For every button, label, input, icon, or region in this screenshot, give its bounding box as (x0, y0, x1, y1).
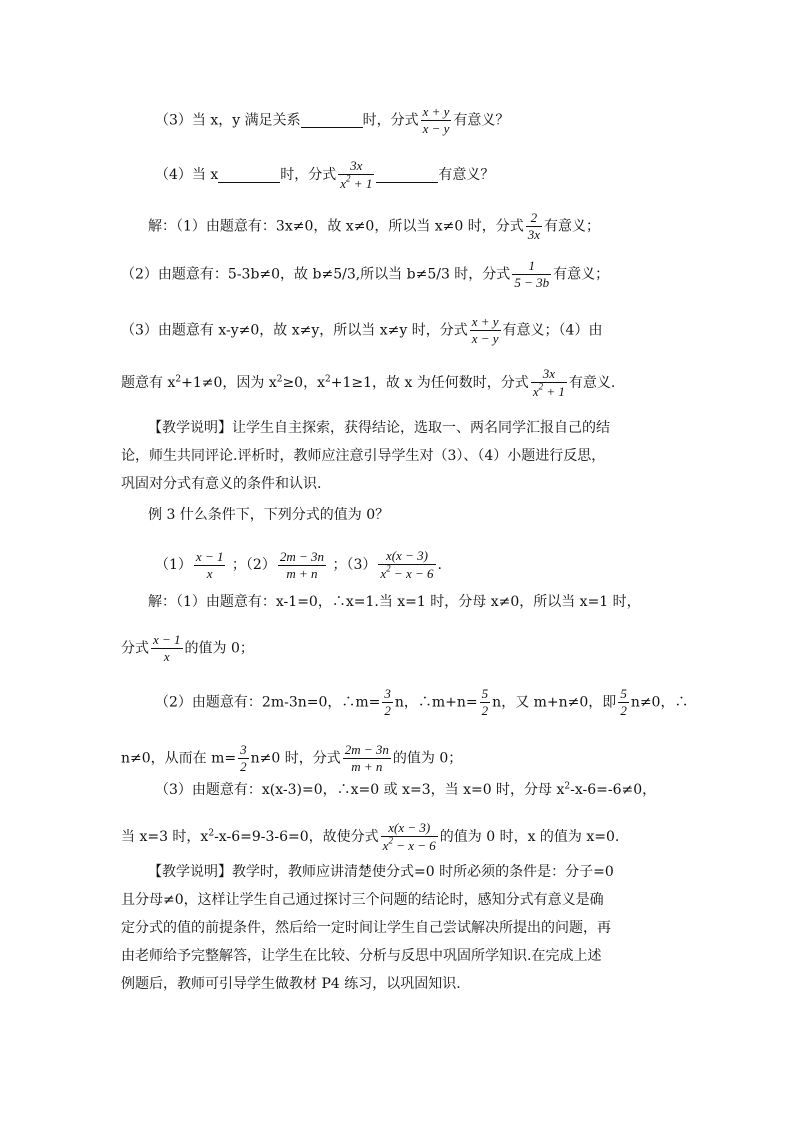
ex3-solution-1-cont: 分式 $\frac{x - 1}{x}$ 的值为 0； (121, 632, 254, 664)
example-3-title: 例 3 什么条件下，下列分式的值为 0？ (148, 507, 390, 523)
teaching-note-line: 巩固对分式有意义的条件和认识. (121, 476, 322, 492)
teaching-note-2-line: 定分式的值的前提条件，然后给一定时间让学生自己尝试解决所提出的问题，再 (121, 920, 611, 936)
answer-blank (218, 168, 280, 183)
fraction: $\frac{5}{2}$ (620, 686, 627, 718)
fraction: $\frac{x(x - 3)}{x^2 - x - 6}$ (380, 548, 434, 582)
fraction: $\frac{3x}{x^2 + 1}$ (340, 158, 373, 192)
solution-2: （2）由题意有：5-3b≠0，故 b≠5/3,所以当 b≠5/3 时，分式 $\frac{1}{5 - 3b}$ 有意义； (121, 258, 610, 290)
question-4: （4）当 x 时，分式 $\frac{3x}{x^2 + 1}$ 有意义？ (155, 158, 495, 192)
fraction: $\frac{2m - 3n}{m + n}$ (344, 742, 389, 774)
solution-4: 题意有 $x^2+1\ne 0$，因为 $x^2\ge 0$，$x^2+1\ge 1$，故 x 为任何数时，分式 $\frac{3x}{x^2 + 1}$ 有意义. (121, 366, 616, 400)
fraction: $\frac{3}{2}$ (384, 686, 391, 718)
question-3: （3）当 x，y 满足关系 时，分式 $\frac{x + y}{x - y}$ 有意义？ (155, 104, 510, 136)
teaching-note-2-line: 例题后，教师可引导学生做教材 P4 练习，以巩固知识. (121, 976, 461, 992)
fraction: $\frac{x + y}{x - y}$ (471, 314, 499, 346)
fraction: $\frac{x - 1}{x}$ (153, 632, 181, 664)
ex3-solution-3: （3）由题意有：x(x-3)=0，∴x=0 或 x=3，当 x=0 时，分母 $x^2-x-6=-6\ne 0$， (155, 781, 657, 798)
teaching-note-line: 论，师生共同评论.评析时，教师应注意引导学生对（3）、（4）小题进行反思， (121, 448, 606, 464)
fraction: $\frac{x - 1}{x}$ (195, 548, 224, 581)
fraction: $\frac{x + y}{x - y}$ (422, 104, 450, 136)
example-3-items: （1） $\frac{x - 1}{x}$ ；（2） $\frac{2m - 3n}{m + n}$ ；（3） $\frac{x(x - 3)}{x^2 - x - 6}$ . (155, 548, 442, 582)
fraction: $\frac{2m - 3n}{m + n}$ (279, 548, 325, 581)
fraction: $\frac{3}{2}$ (240, 742, 247, 774)
ex3-solution-1: 解：（1）由题意有：x-1=0，∴x=1.当 x=1 时，分母 x≠0，所以当 x=1 时， (148, 594, 641, 610)
fraction: $\frac{x(x - 3)}{x^2 - x - 6}$ (382, 820, 436, 854)
solution-1: 解：（1）由题意有：3x≠0，故 x≠0，所以当 x≠0 时，分式 $\frac{2}{3x}$ 有意义； (148, 210, 601, 242)
answer-blank (376, 168, 438, 183)
ex3-solution-2-cont: n≠0，从而在 m= $\frac{3}{2}$ n≠0 时，分式 $\frac{2m - 3n}{m + n}$ 的值为 0； (121, 742, 463, 774)
solution-3: （3）由题意有 x-y≠0，故 x≠y，所以当 x≠y 时，分式 $\frac{x + y}{x - y}$ 有意义；（4）由 (121, 314, 603, 346)
ex3-solution-2: （2）由题意有：2m-3n=0，∴m= $\frac{3}{2}$ n，∴m+n= $\frac{5}{2}$ n，又 m+n≠0，即 $\frac{5}{2}$ n≠0，∴ (155, 686, 689, 718)
teaching-note-line: 【教学说明】让学生自主探索，获得结论，选取一、两名同学汇报自己的结 (148, 420, 610, 436)
teaching-note-2-line: 由老师给予完整解答，让学生在比较、分析与反思中巩固所学知识.在完成上述 (121, 948, 602, 964)
fraction: $\frac{3x}{x^2 + 1}$ (532, 366, 565, 400)
fraction: $\frac{2}{3x}$ (527, 210, 541, 242)
teaching-note-2-line: 且分母≠0，这样让学生自己通过探讨三个问题的结论时，感知分式有意义是确 (121, 892, 604, 908)
teaching-note-2-line: 【教学说明】教学时，教师应讲清楚使分式=0 时所必须的条件是：分子=0 (148, 864, 614, 880)
ex3-solution-3-cont: 当 x=3 时，$x^2-x-6=9-3-6=0$，故使分式 $\frac{x(x - 3)}{x^2 - x - 6}$ 的值为 0 时，x 的值为 x=0. (121, 820, 620, 854)
fraction: $\frac{1}{5 - 3b}$ (514, 258, 550, 290)
fraction: $\frac{5}{2}$ (481, 686, 489, 718)
answer-blank (301, 113, 363, 128)
